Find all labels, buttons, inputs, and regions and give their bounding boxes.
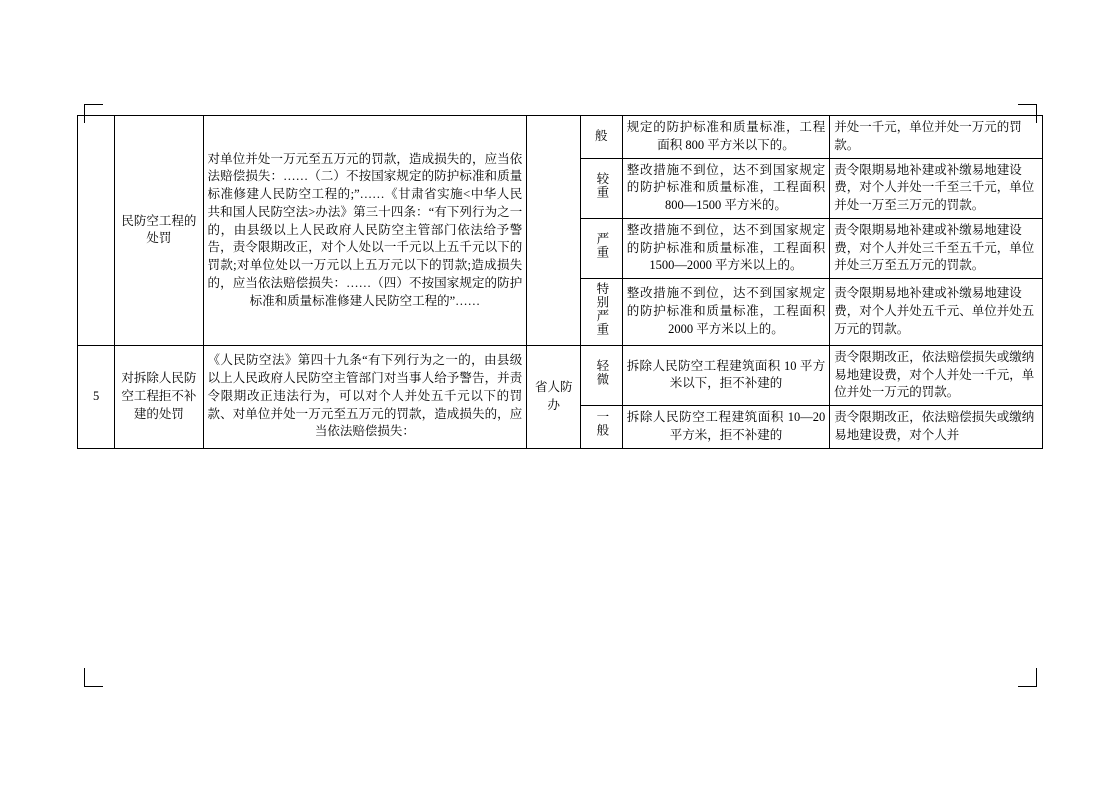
violation-condition-text: 拆除人民防空工程建筑面积 10—20 平方米，拒不补建的 <box>626 410 826 442</box>
cell-penalty-standard <box>830 218 1043 278</box>
penalty-item-text: 民防空工程的处罚 <box>121 213 197 246</box>
penalty-item-text: 对拆除人民防空工程拒不补建的处罚 <box>121 371 197 421</box>
cell-penalty-standard <box>830 158 1043 218</box>
cell-discretion-level <box>581 218 623 278</box>
cell-discretion-level <box>581 406 623 449</box>
cell-penalty-item <box>115 345 203 448</box>
cell-penalty-standard <box>830 116 1043 159</box>
cell-violation-condition <box>622 158 830 218</box>
cell-serial-number: 5 <box>78 345 115 448</box>
cell-violation-condition <box>622 345 830 405</box>
enforcement-org-text: 省人防办 <box>534 379 573 412</box>
crop-mark-bottom-right <box>1018 668 1037 687</box>
violation-condition-text: 规定的防护标准和质量标准，工程面积 800 平方米以下的。 <box>626 120 826 152</box>
cell-violation-condition <box>622 116 830 159</box>
cell-penalty-item <box>115 116 203 346</box>
cell-violation-condition <box>622 406 830 449</box>
table <box>77 115 1043 449</box>
discretion-level-text: 较重 <box>594 171 609 199</box>
discretion-level-text: 特别严重 <box>594 282 609 336</box>
cell-penalty-standard <box>830 345 1043 405</box>
violation-condition-text: 整改措施不到位，达不到国家规定的防护标准和质量标准，工程面积 800—1500 平方米的。 <box>626 162 826 212</box>
discretion-level-text: 轻微 <box>594 359 609 386</box>
discretion-level-text: 严重 <box>594 232 609 259</box>
penalty-standard-text: 责令限期易地补建或补缴易地建设费，对个人并处五千元、单位并处五万元的罚款。 <box>834 286 1035 336</box>
penalty-standard-text: 责令限期易地补建或补缴易地建设费，对个人并处三千至五千元，单位并处三万至五万元的罚款。 <box>834 222 1035 273</box>
discretion-level-text: 般 <box>594 128 608 143</box>
cell-discretion-level <box>581 279 623 346</box>
table-row <box>78 116 1043 159</box>
cell-penalty-standard <box>830 279 1043 346</box>
violation-condition-text: 拆除人民防空工程建筑面积 10 平方米以下，拒不补建的 <box>626 358 826 391</box>
cell-discretion-level <box>581 158 623 218</box>
cell-legal-basis <box>203 345 527 448</box>
cell-penalty-standard <box>830 406 1043 449</box>
violation-condition-text: 整改措施不到位，达不到国家规定的防护标准和质量标准，工程面积 1500—2000 平方米以上的。 <box>626 222 826 273</box>
table-row <box>78 345 1043 405</box>
penalty-standard-text: 责令限期改正，依法赔偿损失或缴纳易地建设费，对个人并处一千元，单位并处一万元的罚款。 <box>834 349 1035 400</box>
cell-discretion-level <box>581 116 623 159</box>
discretion-level-text: 一般 <box>594 410 609 438</box>
cell-violation-condition <box>622 279 830 346</box>
legal-basis-text: 《人民防空法》第四十九条“有下列行为之一的，由县级以上人民政府人民防空主管部门对当事人给予警告，并责令限期改正违法行为，可以对个人并处五千元以下的罚款、对单位并处一万元至五万元的罚款，造成损失的，应当依法赔偿损失： <box>207 353 523 439</box>
cell-enforcement-org <box>527 116 581 346</box>
cell-serial-number <box>78 116 115 346</box>
cell-discretion-level <box>581 345 623 405</box>
violation-condition-text: 整改措施不到位，达不到国家规定的防护标准和质量标准，工程面积 2000 平方米以上的。 <box>626 286 826 336</box>
penalty-discretion-table <box>77 115 1043 449</box>
cell-enforcement-org <box>527 345 581 448</box>
crop-mark-bottom-left <box>84 668 103 687</box>
cell-legal-basis <box>203 116 527 346</box>
penalty-standard-text: 责令限期易地补建或补缴易地建设费，对个人并处一千至三千元，单位并处一万至三万元的罚款。 <box>834 162 1035 212</box>
penalty-standard-text: 并处一千元，单位并处一万元的罚款。 <box>834 120 1022 152</box>
legal-basis-text: 对单位并处一万元至五万元的罚款，造成损失的，应当依法赔偿损失：……（二）不按国家规定的防护标准和质量标准修建人民防空工程的;”……《甘肃省实施<中华人民共和国人民防空法>办法》第三十四条：“有下列行为之一的，由县级以上人民政府人民防空主管部门依法给予警告，责令限期改正，对个人处以一千元以上五千元以下的罚款;对单位处以一万元以上五万元以下的罚款;造成损失的，应当依法赔偿损失：……（四）不按国家规定的防护标准和质量标准修建人民防空工程的”…… <box>207 151 523 308</box>
cell-violation-condition <box>622 218 830 278</box>
penalty-standard-text: 责令限期改正，依法赔偿损失或缴纳易地建设费，对个人并 <box>834 410 1035 442</box>
